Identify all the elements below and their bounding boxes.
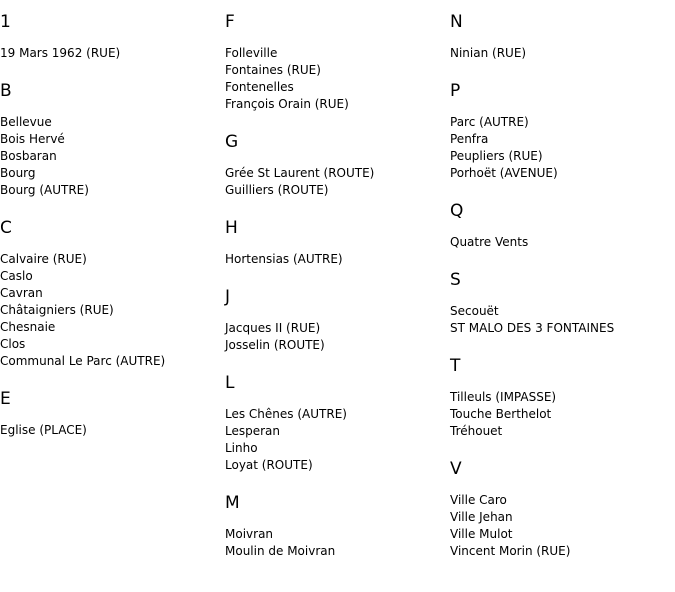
street-link[interactable]: Ninian (RUE)	[450, 46, 527, 60]
street-link[interactable]: Ville Caro	[450, 493, 507, 507]
street-link[interactable]: Ville Jehan	[450, 510, 513, 524]
letter-group	[0, 218, 225, 370]
street-link[interactable]: Eglise (PLACE)	[0, 423, 87, 437]
street-link[interactable]: ST MALO DES 3 FONTAINES	[450, 321, 615, 335]
letter-heading: P	[450, 81, 461, 101]
street-link[interactable]: Bellevue	[0, 115, 52, 129]
letter-group	[450, 459, 675, 560]
street-link[interactable]: Cavran	[0, 286, 43, 300]
street-link[interactable]: Penfra	[450, 132, 489, 146]
street-link[interactable]: Guilliers (ROUTE)	[225, 183, 329, 197]
street-link[interactable]: 19 Mars 1962 (RUE)	[0, 46, 121, 60]
letter-group	[0, 81, 225, 199]
letter-heading: 1	[0, 12, 11, 32]
letter-group	[0, 12, 225, 62]
street-link[interactable]: Caslo	[0, 269, 33, 283]
letter-group	[225, 373, 450, 474]
letter-heading: J	[225, 287, 231, 307]
street-link[interactable]: Moulin de Moivran	[225, 544, 336, 558]
street-link[interactable]: Hortensias (AUTRE)	[225, 252, 343, 266]
street-link[interactable]: Quatre Vents	[450, 235, 529, 249]
street-link[interactable]: Tilleuls (IMPASSE)	[450, 390, 557, 404]
street-link[interactable]: Parc (AUTRE)	[450, 115, 529, 129]
street-link[interactable]: Linho	[225, 441, 258, 455]
letter-group	[225, 218, 450, 268]
street-link[interactable]: Jacques II (RUE)	[225, 321, 321, 335]
street-link[interactable]: Secouët	[450, 304, 499, 318]
letter-group	[450, 12, 675, 62]
street-link[interactable]: François Orain (RUE)	[225, 97, 349, 111]
street-link[interactable]: Folleville	[225, 46, 278, 60]
index-column-1	[0, 12, 225, 458]
letter-heading: E	[0, 389, 11, 409]
letter-group	[225, 12, 450, 113]
street-link[interactable]: Loyat (ROUTE)	[225, 458, 313, 472]
letter-heading: T	[450, 356, 461, 376]
street-link[interactable]: Communal Le Parc (AUTRE)	[0, 354, 166, 368]
street-link[interactable]: Touche Berthelot	[450, 407, 552, 421]
letter-group	[225, 493, 450, 560]
street-link[interactable]: Bourg (AUTRE)	[0, 183, 89, 197]
street-link[interactable]: Ville Mulot	[450, 527, 513, 541]
letter-heading: M	[225, 493, 240, 513]
street-link[interactable]: Fontenelles	[225, 80, 294, 94]
street-link[interactable]: Tréhouet	[450, 424, 503, 438]
street-link[interactable]: Chesnaie	[0, 320, 56, 334]
street-link[interactable]: Clos	[0, 337, 26, 351]
street-link[interactable]: Grée St Laurent (ROUTE)	[225, 166, 375, 180]
letter-heading: V	[450, 459, 462, 479]
letter-heading: G	[225, 132, 239, 152]
letter-group	[450, 201, 675, 251]
letter-group	[450, 356, 675, 440]
street-link[interactable]: Porhoët (AVENUE)	[450, 166, 558, 180]
index-column-2	[225, 12, 450, 579]
street-link[interactable]: Josselin (ROUTE)	[225, 338, 325, 352]
street-link[interactable]: Vincent Morin (RUE)	[450, 544, 571, 558]
letter-heading: N	[450, 12, 463, 32]
street-link[interactable]: Peupliers (RUE)	[450, 149, 543, 163]
letter-group	[0, 389, 225, 439]
letter-heading: C	[0, 218, 12, 238]
index-column-3	[450, 12, 675, 579]
street-link[interactable]: Bois Hervé	[0, 132, 65, 146]
letter-group	[450, 81, 675, 182]
letter-heading: B	[0, 81, 12, 101]
letter-heading: H	[225, 218, 238, 238]
letter-heading: Q	[450, 201, 464, 221]
letter-heading: S	[450, 270, 461, 290]
street-link[interactable]: Moivran	[225, 527, 274, 541]
letter-group	[225, 132, 450, 199]
street-link[interactable]: Châtaigniers (RUE)	[0, 303, 114, 317]
letter-group	[225, 287, 450, 354]
street-link[interactable]: Les Chênes (AUTRE)	[225, 407, 347, 421]
street-link[interactable]: Bosbaran	[0, 149, 57, 163]
street-link[interactable]: Calvaire (RUE)	[0, 252, 87, 266]
letter-group	[450, 270, 675, 337]
letter-heading: F	[225, 12, 235, 32]
letter-heading: L	[225, 373, 235, 393]
street-link[interactable]: Bourg	[0, 166, 36, 180]
street-link[interactable]: Fontaines (RUE)	[225, 63, 321, 77]
street-link[interactable]: Lesperan	[225, 424, 281, 438]
